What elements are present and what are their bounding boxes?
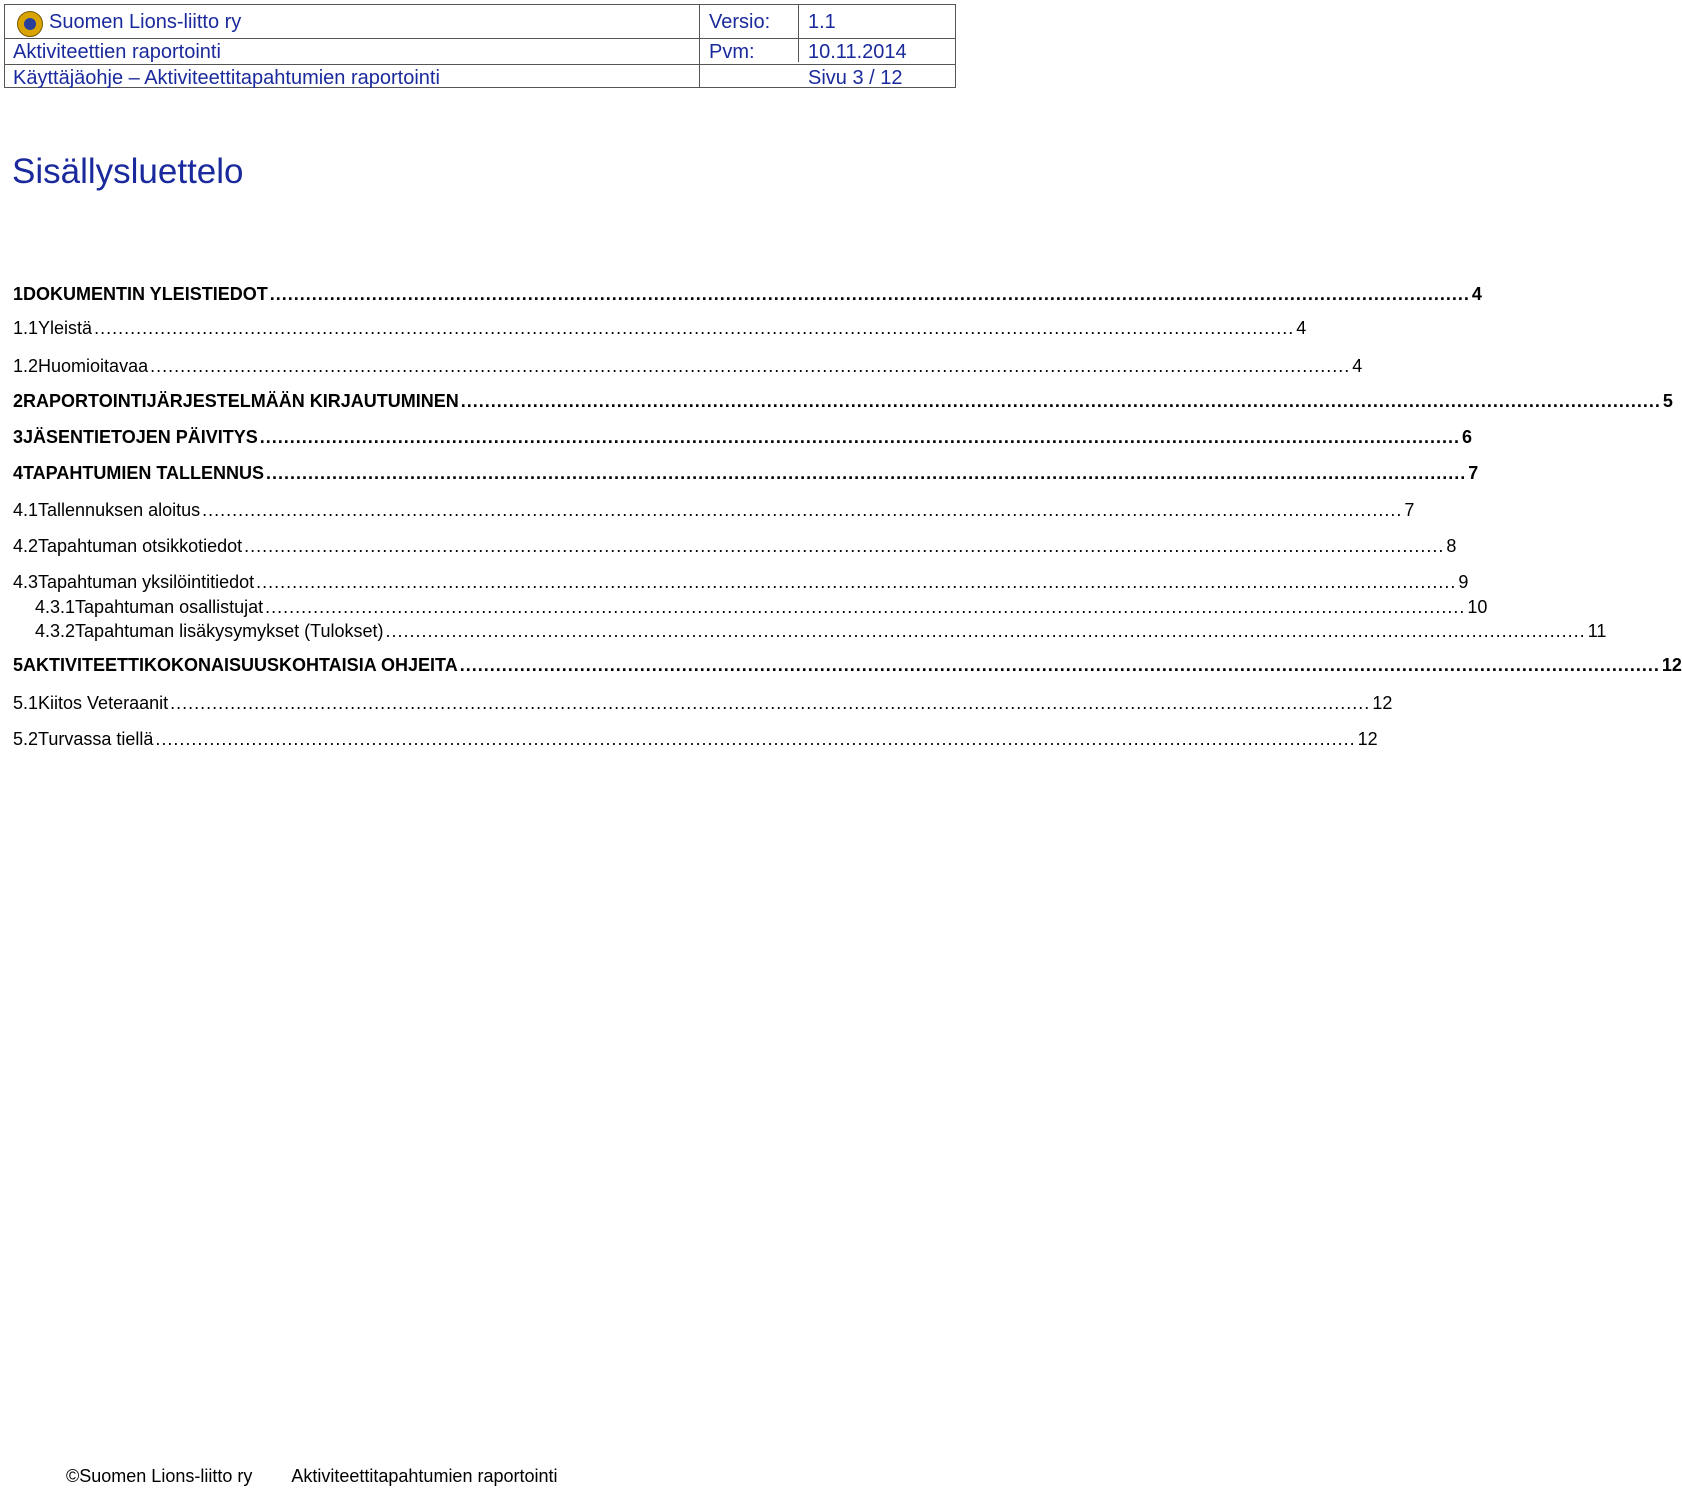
toc-entry-leader: ........................................................................................................................................................................................................ xyxy=(385,621,1586,641)
toc-entry[interactable] xyxy=(13,498,1415,522)
toc-entry-number: 4.2 xyxy=(13,536,39,556)
toc-entry-number: 5.2 xyxy=(13,729,39,749)
toc-entry-title: Tapahtuman otsikkotiedot xyxy=(38,536,243,556)
toc-entry[interactable] xyxy=(13,570,1469,594)
toc-entry-number: 4 xyxy=(13,463,24,483)
toc-entry-page: 7 xyxy=(1404,500,1415,520)
toc-entry[interactable] xyxy=(13,389,1673,413)
toc-entry-number: 1.1 xyxy=(13,318,39,338)
header-row-3 xyxy=(5,64,955,91)
toc-entry-leader: ........................................................................................................................................................................................................ xyxy=(202,500,1403,520)
toc-entry-page: 12 xyxy=(1357,729,1378,749)
toc-entry-page: 4 xyxy=(1471,284,1482,304)
toc-entry-leader: ........................................................................................................................................................................................................ xyxy=(256,572,1457,592)
toc-entry-page: 6 xyxy=(1461,427,1472,447)
toc-entry-leader: ........................................................................................................................................................................................................ xyxy=(269,284,1470,304)
toc-entry-number: 4.3.1 xyxy=(35,597,76,617)
toc-entry-page: 11 xyxy=(1587,621,1607,641)
toc-entry-number: 2 xyxy=(13,391,24,411)
toc-entry-title: Kiitos Veteraanit xyxy=(38,693,169,713)
toc-entry-page: 5 xyxy=(1662,391,1673,411)
toc-entry-leader: ........................................................................................................................................................................................................ xyxy=(155,729,1356,749)
toc-entry-leader: ........................................................................................................................................................................................................ xyxy=(244,536,1445,556)
toc-entry-page: 10 xyxy=(1467,597,1488,617)
toc-entry-page: 8 xyxy=(1446,536,1457,556)
page-header xyxy=(4,4,956,88)
toc-entry-leader: ........................................................................................................................................................................................................ xyxy=(170,693,1371,713)
toc-entry-number: 5 xyxy=(13,655,24,675)
toc-entry[interactable] xyxy=(35,595,1488,619)
toc-entry-number: 5.1 xyxy=(13,693,39,713)
toc-entry-number: 1.2 xyxy=(13,356,39,376)
toc-entry-page: 12 xyxy=(1372,693,1393,713)
toc-entry[interactable] xyxy=(35,619,1607,643)
toc-entry[interactable] xyxy=(13,534,1457,558)
toc-entry-leader: ........................................................................................................................................................................................................ xyxy=(460,391,1661,411)
toc-entry-leader: ........................................................................................................................................................................................................ xyxy=(266,463,1467,483)
header-doc: Aktiviteettien raportointi xyxy=(13,41,221,63)
toc-entry-page: 4 xyxy=(1296,318,1307,338)
toc-entry-title: Turvassa tiellä xyxy=(38,729,154,749)
toc-entry-title: JÄSENTIETOJEN PÄIVITYS xyxy=(23,427,258,447)
header-subtitle: Käyttäjäohje – Aktiviteettitapahtumien raportointi xyxy=(13,67,440,89)
page-footer xyxy=(66,1466,558,1487)
toc-entry-title: TAPAHTUMIEN TALLENNUS xyxy=(23,463,264,483)
toc-entry[interactable] xyxy=(13,316,1307,340)
toc-entry-leader: ........................................................................................................................................................................................................ xyxy=(265,597,1466,617)
header-row-2 xyxy=(5,38,955,65)
toc-entry[interactable] xyxy=(13,727,1378,751)
toc-entry-page: 4 xyxy=(1352,356,1363,376)
toc-entry-number: 4.3 xyxy=(13,572,39,592)
toc-entry-leader: ........................................................................................................................................................................................................ xyxy=(259,427,1460,447)
toc-entry-title: Tapahtuman lisäkysymykset (Tulokset) xyxy=(75,621,384,641)
toc-entry-number: 4.1 xyxy=(13,500,39,520)
page-title: Sisällysluettelo xyxy=(12,152,244,191)
toc-entry[interactable] xyxy=(13,282,1482,306)
toc-entry-page: 12 xyxy=(1661,655,1682,675)
header-date-value: 10.11.2014 xyxy=(808,41,907,63)
toc-entry-title: Yleistä xyxy=(38,318,93,338)
toc-entry[interactable] xyxy=(13,354,1363,378)
toc-entry-title: Huomioitavaa xyxy=(38,356,149,376)
toc-entry-title: Tapahtuman yksilöintitiedot xyxy=(38,572,255,592)
header-page: Sivu 3 / 12 xyxy=(808,67,903,89)
toc-entry-page: 9 xyxy=(1458,572,1469,592)
header-row-1 xyxy=(5,9,955,35)
toc-entry[interactable] xyxy=(13,691,1393,715)
toc-entry[interactable] xyxy=(13,425,1472,449)
toc-entry-page: 7 xyxy=(1468,463,1479,483)
header-version-value: 1.1 xyxy=(808,11,836,33)
toc-entry-title: Tapahtuman osallistujat xyxy=(75,597,264,617)
toc-entry-leader: ........................................................................................................................................................................................................ xyxy=(94,318,1295,338)
toc-entry[interactable] xyxy=(13,461,1479,485)
footer-copyright: ©Suomen Lions-liitto ry xyxy=(66,1466,253,1486)
header-version-label: Versio: xyxy=(709,11,771,33)
toc-entry-title: RAPORTOINTIJÄRJESTELMÄÄN KIRJAUTUMINEN xyxy=(23,391,459,411)
toc-entry-leader: ........................................................................................................................................................................................................ xyxy=(459,655,1660,675)
toc-entry-number: 1 xyxy=(13,284,24,304)
toc-entry[interactable] xyxy=(13,653,1682,677)
header-org: Suomen Lions-liitto ry xyxy=(49,11,242,33)
toc-entry-title: Tallennuksen aloitus xyxy=(38,500,201,520)
header-date-label: Pvm: xyxy=(709,41,755,63)
toc-entry-title: AKTIVITEETTIKOKONAISUUSKOHTAISIA OHJEITA xyxy=(23,655,458,675)
lions-logo-icon xyxy=(17,11,43,37)
toc-entry-number: 3 xyxy=(13,427,24,447)
toc-entry-number: 4.3.2 xyxy=(35,621,76,641)
footer-doc: Aktiviteettitapahtumien raportointi xyxy=(291,1466,558,1486)
toc-entry-leader: ........................................................................................................................................................................................................ xyxy=(150,356,1351,376)
toc-entry-title: DOKUMENTIN YLEISTIEDOT xyxy=(23,284,268,304)
